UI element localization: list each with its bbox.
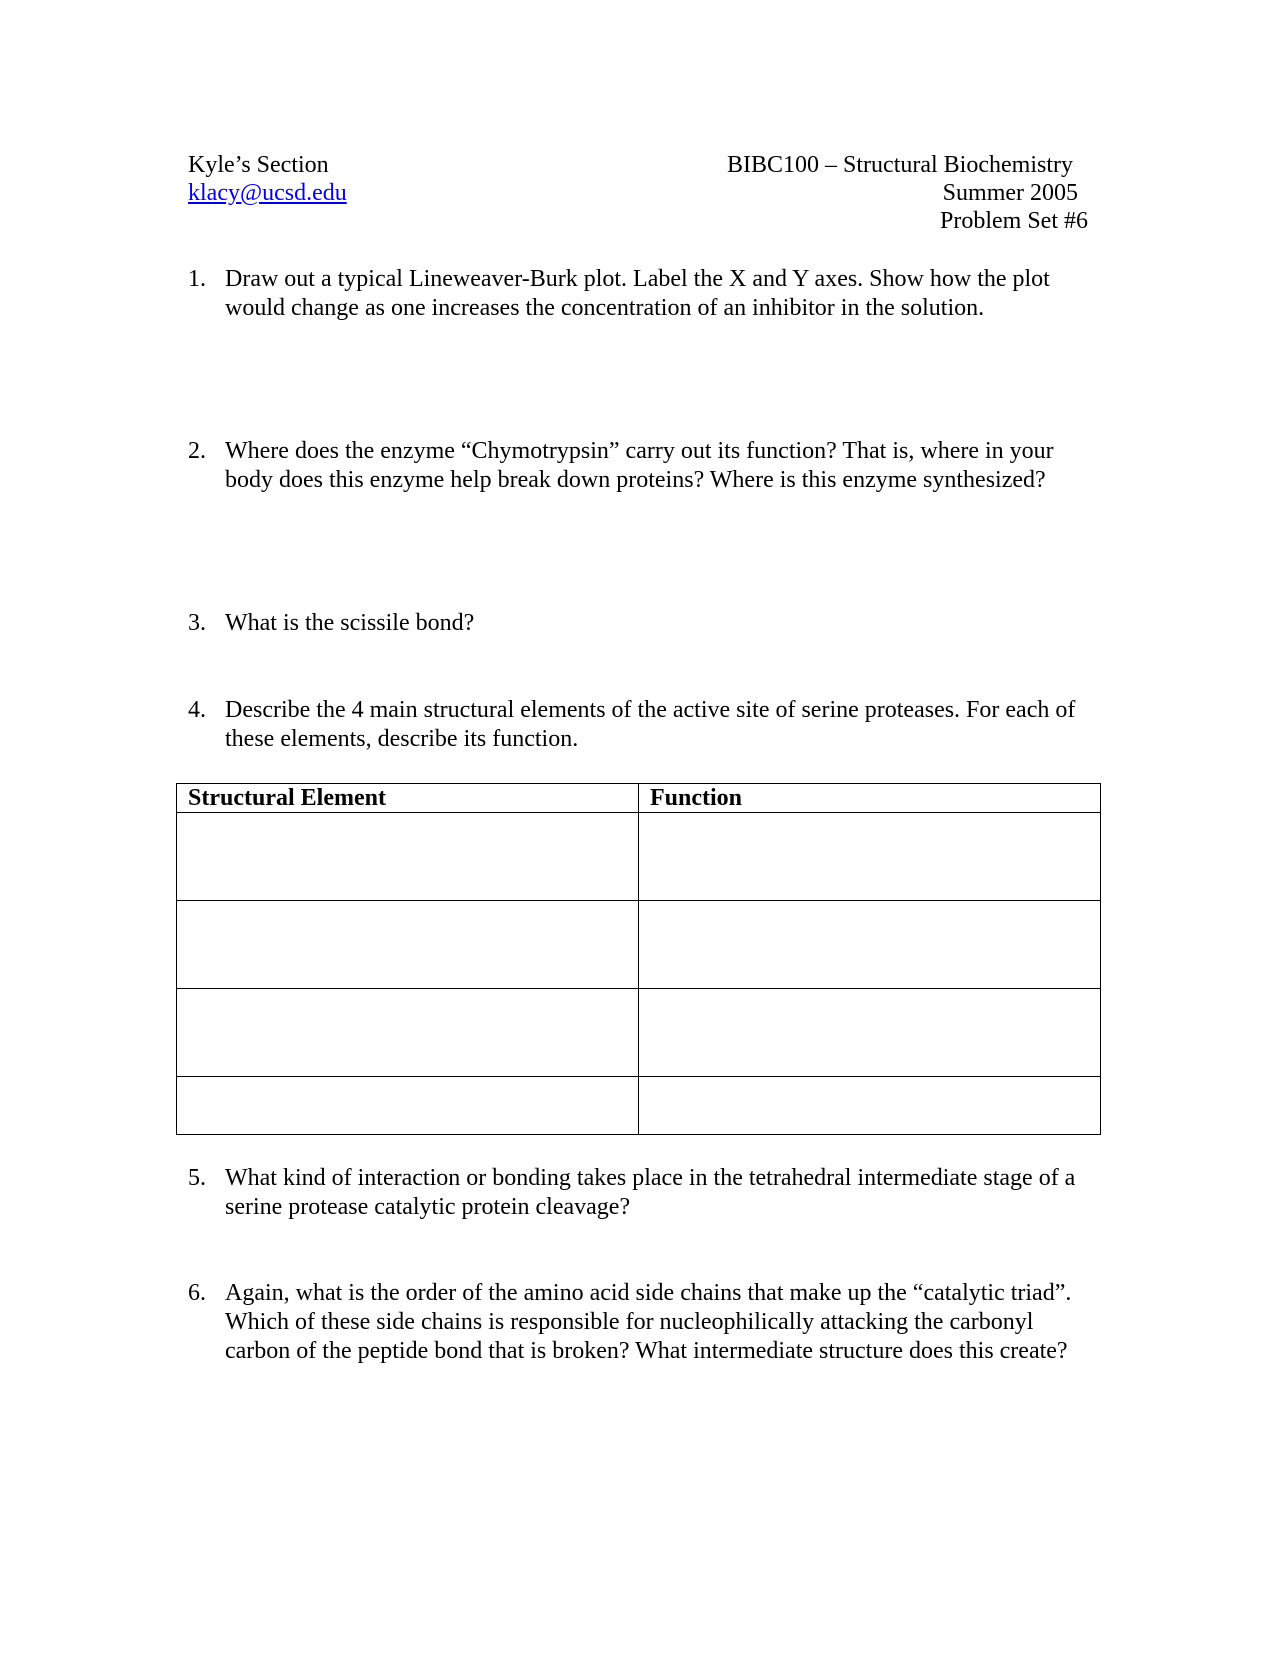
- table-row: [177, 989, 1101, 1077]
- question-text: Where does the enzyme “Chymotrypsin” carry out its function? That is, where in your body does this enzyme help break down proteins? Where is this enzyme synthesized?: [225, 438, 1054, 493]
- question-number: 5.: [188, 1165, 206, 1191]
- table-cell-function[interactable]: [639, 901, 1101, 989]
- table-cell-function[interactable]: [639, 813, 1101, 901]
- question-5: [188, 1164, 1088, 1222]
- column-header-function: Function: [639, 784, 1101, 813]
- question-text: Again, what is the order of the amino acid side chains that make up the “catalytic triad”. Which of these side chains is responsible for nucleophilically attacking the carbonyl carbon of the peptide bond that is broken? What intermediate structure does this create?: [225, 1280, 1072, 1364]
- table-cell-element[interactable]: [177, 1077, 639, 1135]
- question-number: 1.: [188, 266, 206, 292]
- question-number: 2.: [188, 438, 206, 464]
- question-6: [188, 1279, 1088, 1366]
- question-1: [188, 265, 1088, 323]
- structural-elements-table: [176, 783, 1101, 1135]
- question-text: What is the scissile bond?: [225, 610, 475, 636]
- table-row: [177, 901, 1101, 989]
- header-right: [700, 151, 1088, 235]
- email-link[interactable]: klacy@ucsd.edu: [188, 180, 347, 206]
- question-text: Draw out a typical Lineweaver-Burk plot. Label the X and Y axes. Show how the plot would change as one increases the concentration of an inhibitor in the solution.: [225, 266, 1050, 321]
- table-row: [177, 1077, 1101, 1135]
- table-cell-element[interactable]: [177, 813, 639, 901]
- table-cell-function[interactable]: [639, 1077, 1101, 1135]
- question-number: 3.: [188, 610, 206, 636]
- table-cell-element[interactable]: [177, 989, 639, 1077]
- problem-set-title: Problem Set #6: [940, 208, 1088, 234]
- table-row: [177, 813, 1101, 901]
- header-left: [188, 151, 347, 207]
- section-name: Kyle’s Section: [188, 152, 329, 178]
- table-cell-element[interactable]: [177, 901, 639, 989]
- table-cell-function[interactable]: [639, 989, 1101, 1077]
- table-header-row: [177, 784, 1101, 813]
- question-number: 4.: [188, 697, 206, 723]
- question-2: [188, 437, 1088, 495]
- question-3: [188, 609, 1088, 638]
- question-number: 6.: [188, 1280, 206, 1306]
- question-text: Describe the 4 main structural elements of the active site of serine proteases. For each of these elements, describe its function.: [225, 697, 1076, 752]
- course-title: BIBC100 – Structural Biochemistry: [727, 152, 1073, 178]
- term: Summer 2005: [942, 180, 1078, 206]
- question-text: What kind of interaction or bonding takes place in the tetrahedral intermediate stage of a serine protease catalytic protein cleavage?: [225, 1165, 1076, 1220]
- column-header-structural-element: Structural Element: [177, 784, 639, 813]
- question-4: [188, 696, 1088, 754]
